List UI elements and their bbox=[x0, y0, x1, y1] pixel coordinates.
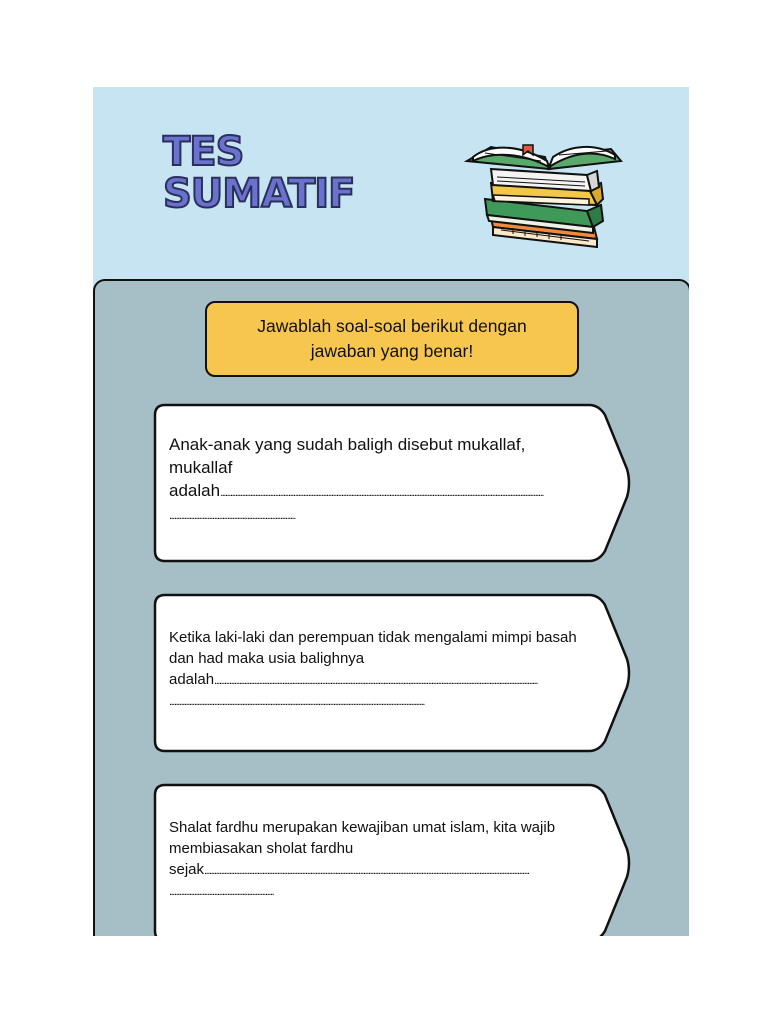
title-line-1: TES bbox=[163, 129, 244, 175]
question-3-answer-lead: sejak bbox=[169, 861, 205, 878]
page-title bbox=[163, 131, 354, 215]
question-2-dots: ................................................................................................................................................................................................... bbox=[214, 675, 537, 687]
book-open bbox=[467, 145, 621, 169]
worksheet-page bbox=[93, 87, 689, 936]
question-3-text: Shalat fardhu merupakan kewajiban umat islam, kita wajib membiasakan sholat fardhu bbox=[169, 819, 556, 857]
question-card-1 bbox=[153, 403, 633, 563]
question-1-text: Anak-anak yang sudah baligh disebut mukallaf, mukallaf bbox=[169, 435, 526, 477]
question-1-answer-lead: adalah bbox=[169, 481, 221, 500]
question-2-dots-2: .......................................................................................................................................................... bbox=[169, 696, 425, 708]
question-1-dots-2: ............................................................................ bbox=[169, 510, 295, 522]
question-1 bbox=[169, 433, 589, 528]
question-3-answer-line bbox=[169, 859, 589, 882]
question-3 bbox=[169, 817, 589, 903]
question-1-dots: ................................................................................................................................................................................................... bbox=[220, 487, 544, 499]
question-3-dots: .................................................................................................................................................................................................... bbox=[204, 865, 529, 877]
instruction-box: Jawablah soal-soal berikut dengan jawaban yang benar! bbox=[205, 301, 579, 377]
question-3-dots-2: ............................................................... bbox=[169, 886, 274, 898]
title-line-2: SUMATIF bbox=[163, 171, 355, 217]
question-card-3 bbox=[153, 783, 633, 936]
question-1-answer-line bbox=[169, 479, 589, 505]
books-stack-icon bbox=[461, 135, 631, 253]
question-2-answer-lead: adalah bbox=[169, 671, 215, 688]
question-2 bbox=[169, 627, 589, 713]
question-2-answer-line bbox=[169, 669, 589, 692]
questions-panel bbox=[93, 279, 689, 936]
question-2-text: Ketika laki-laki dan perempuan tidak mengalami mimpi basah dan had maka usia balighnya bbox=[169, 629, 577, 667]
question-card-2 bbox=[153, 593, 633, 753]
